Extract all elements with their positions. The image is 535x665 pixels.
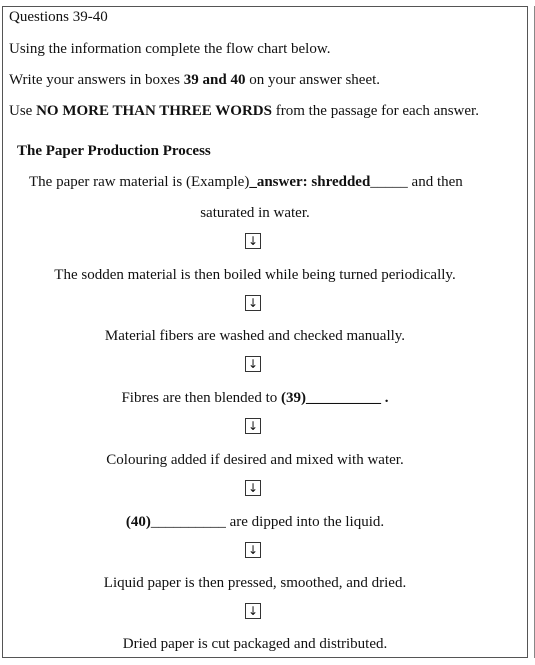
step-6 bbox=[0, 513, 510, 531]
step-6-post: are dipped into the liquid. bbox=[225, 514, 385, 530]
arrow-down-icon: ↓ bbox=[245, 418, 261, 434]
step-1 bbox=[29, 173, 463, 191]
step-3: Material fibers are washed and checked manually. bbox=[104, 328, 406, 344]
step-1-line-2: saturated in water. bbox=[200, 205, 310, 221]
arrow-down-icon: ↓ bbox=[245, 542, 261, 558]
instruction-2-bold: 39 and 40 bbox=[183, 72, 246, 88]
step-8: Dried paper is cut packaged and distributed. bbox=[122, 636, 388, 652]
instruction-3 bbox=[9, 102, 479, 120]
step-1-pre: The paper raw material is (Example) bbox=[29, 174, 250, 190]
flow-chart-title: The Paper Production Process bbox=[17, 143, 211, 159]
arrow-down-icon: ↓ bbox=[245, 233, 261, 249]
instruction-2 bbox=[9, 71, 380, 89]
questions-label: Questions 39-40 bbox=[9, 9, 108, 25]
instruction-3-pre: Use bbox=[9, 103, 37, 119]
instruction-3-post: from the passage for each answer. bbox=[271, 103, 479, 119]
instruction-3-bold: NO MORE THAN THREE WORDS bbox=[36, 103, 272, 119]
example-answer: _answer: shredded bbox=[249, 174, 371, 190]
step-2: The sodden material is then boiled while being turned periodically. bbox=[54, 267, 456, 283]
instruction-1: Using the information complete the flow chart below. bbox=[9, 41, 331, 57]
arrow-down-icon: ↓ bbox=[245, 356, 261, 372]
answer-blank-39: (39)__________ . bbox=[281, 390, 389, 406]
step-1-post: _____ and then bbox=[370, 174, 463, 190]
answer-blank-40: (40) bbox=[125, 514, 151, 530]
arrow-down-icon: ↓ bbox=[245, 295, 261, 311]
arrow-down-icon: ↓ bbox=[245, 480, 261, 496]
step-4 bbox=[0, 389, 510, 407]
step-7: Liquid paper is then pressed, smoothed, and dried. bbox=[103, 575, 407, 591]
frame-bottom-border bbox=[2, 657, 528, 658]
arrow-down-icon: ↓ bbox=[245, 603, 261, 619]
step-5: Colouring added if desired and mixed with water. bbox=[106, 452, 404, 468]
instruction-2-pre: Write your answers in boxes bbox=[9, 72, 184, 88]
answer-blank-40-line: __________ bbox=[150, 514, 226, 530]
instruction-2-post: on your answer sheet. bbox=[245, 72, 381, 88]
step-4-pre: Fibres are then blended to bbox=[121, 390, 282, 406]
